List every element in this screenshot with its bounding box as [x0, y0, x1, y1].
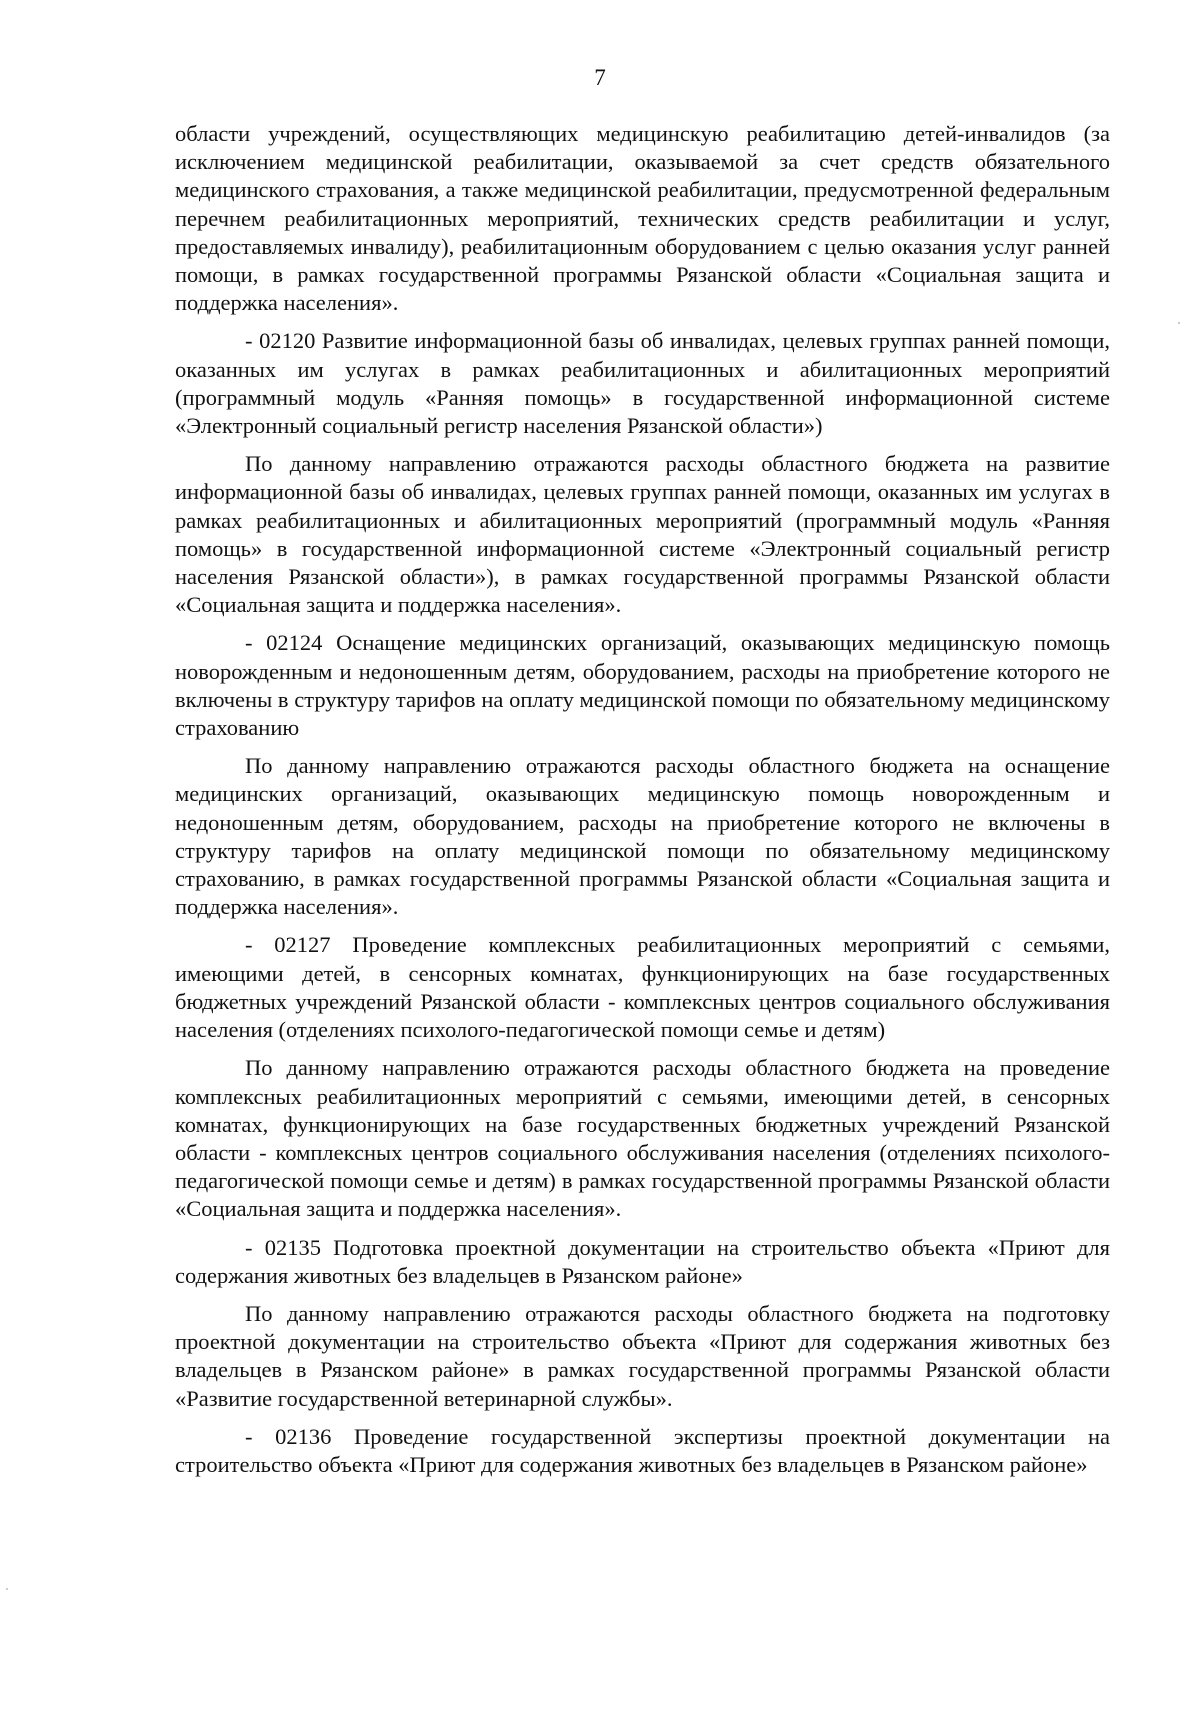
item-02135-heading: - 02135 Подготовка проектной документации на строительство объекта «Приют для содержания животных без владельцев в Рязанском районе»: [175, 1234, 1110, 1288]
document-body: [175, 120, 1110, 1489]
item-02127-heading: - 02127 Проведение комплексных реабилитационных мероприятий с семьями, имеющими детей, в сенсорных комнатах, функционирующих на базе государственных бюджетных учреждений Рязанской области - комплексных центров социального обслуживания населения (отделениях психолого-педагогической помощи семье и детям): [175, 932, 1110, 1043]
item-02127-description: По данному направлению отражаются расходы областного бюджета на проведение комплексных реабилитационных мероприятий с семьями, имеющими детей, в сенсорных комнатах, функционирующих на базе государственных бюджетных учреждений Рязанской области - комплексных центров социального обслуживания населения (отделениях психолого-педагогической помощи семье и детям) в рамках государственной программы Рязанской области «Социальная защита и поддержка населения».: [175, 1055, 1110, 1222]
item-02120-description: По данному направлению отражаются расходы областного бюджета на развитие информационной базы об инвалидах, целевых группах ранней помощи, оказанных им услугах в рамках реабилитационных и абилитационных мероприятий (программный модуль «Ранняя помощь» в государственной информационной системе «Электронный социальный регистр населения Рязанской области»), в рамках государственной программы Рязанской области «Социальная защита и поддержка населения».: [175, 451, 1110, 618]
page-number: 7: [594, 65, 606, 90]
scan-artifact: [6, 1588, 8, 1590]
scan-artifact: [1178, 322, 1180, 324]
item-02136-heading: - 02136 Проведение государственной экспертизы проектной документации на строительство объекта «Приют для содержания животных без владельцев в Рязанском районе»: [175, 1423, 1110, 1477]
item-02124-heading: - 02124 Оснащение медицинских организаций, оказывающих медицинскую помощь новорожденным и недоношенным детям, оборудованием, расходы на приобретение которого не включены в структуру тарифов на оплату медицинской помощи по обязательному медицинскому страхованию: [175, 630, 1110, 741]
item-02124-description: По данному направлению отражаются расходы областного бюджета на оснащение медицинских организаций, оказывающих медицинскую помощь новорожденным и недоношенным детям, оборудованием, расходы на приобретение которого не включены в структуру тарифов на оплату медицинской помощи по обязательному медицинскому страхованию, в рамках государственной программы Рязанской области «Социальная защита и поддержка населения».: [175, 753, 1110, 920]
paragraph-continuation: области учреждений, осуществляющих медицинскую реабилитацию детей-инвалидов (за исключением медицинской реабилитации, оказываемой за счет средств обязательного медицинского страхования, а также медицинской реабилитации, предусмотренной федеральным перечнем реабилитационных мероприятий, технических средств реабилитации и услуг, предоставляемых инвалиду), реабилитационным оборудованием с целью оказания услуг ранней помощи, в рамках государственной программы Рязанской области «Социальная защита и поддержка населения».: [175, 121, 1110, 316]
item-02135-description: По данному направлению отражаются расходы областного бюджета на подготовку проектной документации на строительство объекта «Приют для содержания животных без владельцев в Рязанском районе» в рамках государственной программы Рязанской области «Развитие государственной ветеринарной службы».: [175, 1300, 1110, 1411]
item-02120-heading: - 02120 Развитие информационной базы об инвалидах, целевых группах ранней помощи, оказанных им услугах в рамках реабилитационных и абилитационных мероприятий (программный модуль «Ранняя помощь» в государственной информационной системе «Электронный социальный регистр населения Рязанской области»): [175, 328, 1110, 439]
